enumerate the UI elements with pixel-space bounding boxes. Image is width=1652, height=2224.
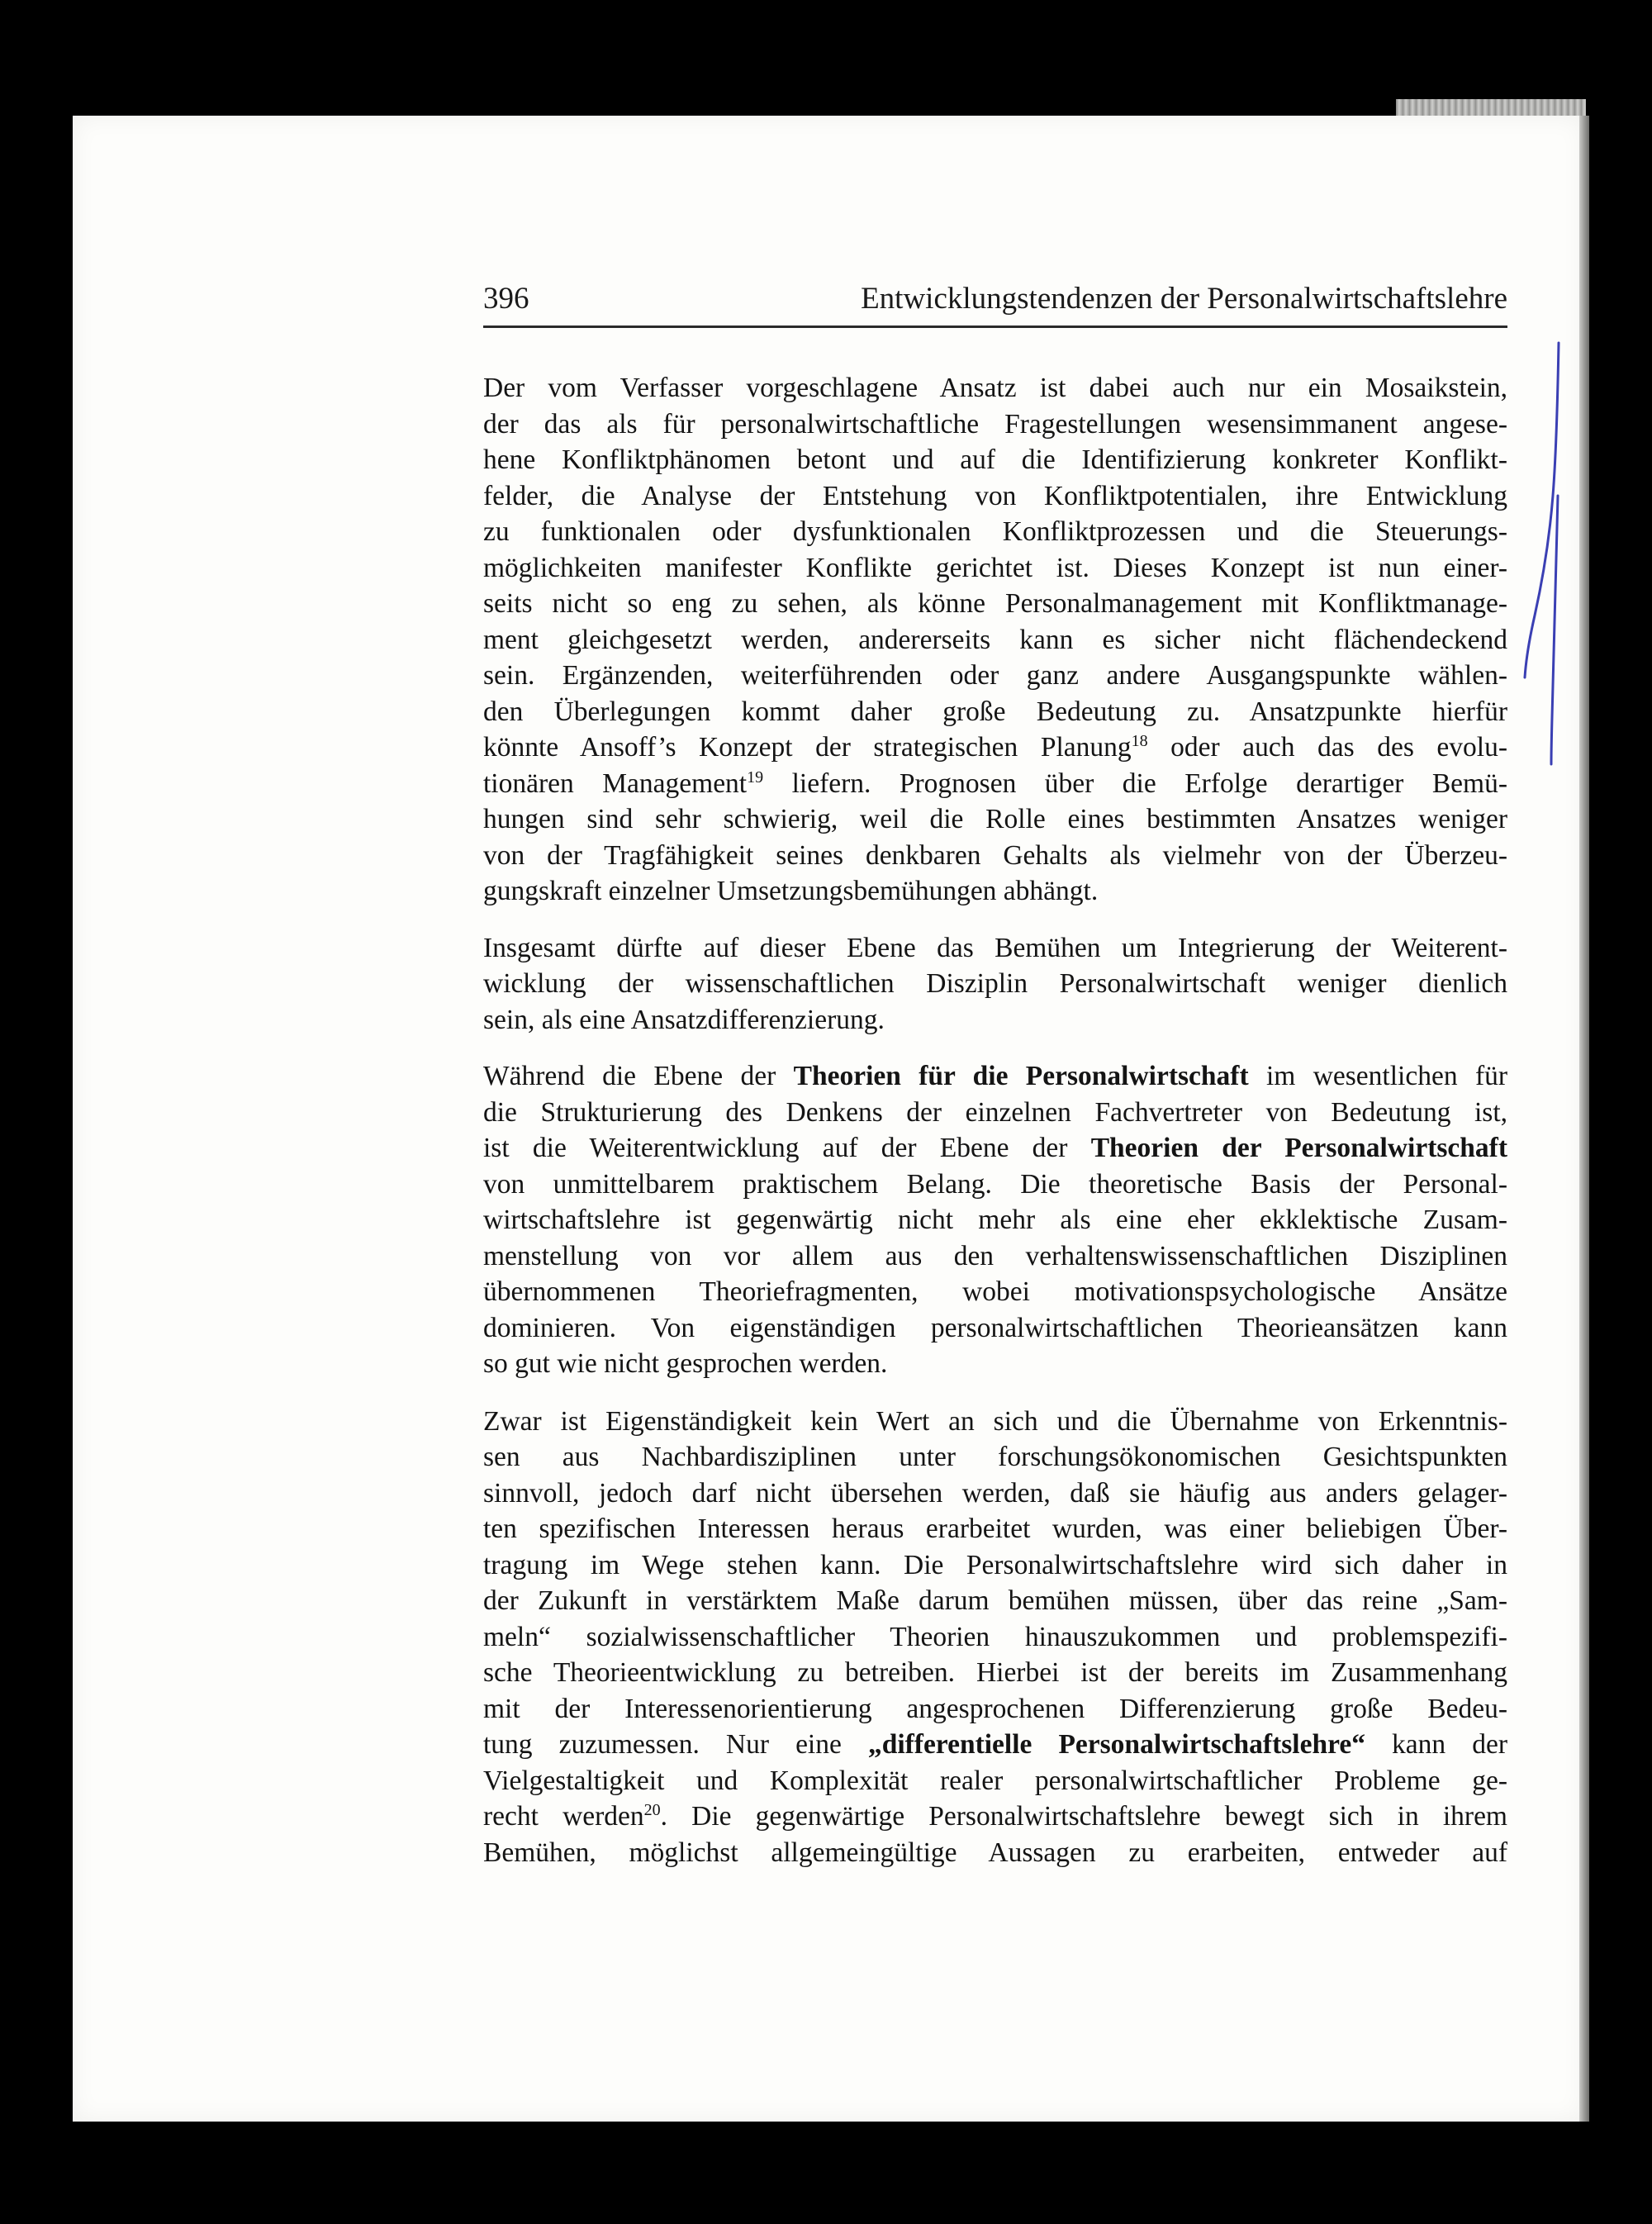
text-line: Während die Ebene der Theorien für die Personalwirtschaft im wesentlichen für — [483, 1061, 1508, 1091]
bold-term: Theorien für die Personalwirtschaft — [793, 1061, 1249, 1091]
text-line: tragung im Wege stehen kann. Die Personalwirtschaftslehre wird sich daher in — [483, 1549, 1507, 1580]
text-line: möglichkeiten manifester Konflikte gerichtet ist. Dieses Konzept ist nun einer- — [483, 552, 1507, 583]
bold-term: Theorien der Personalwirtschaft — [1090, 1133, 1507, 1163]
text-line: meln“ sozialwissenschaftlicher Theorien hinauszukommen und problemspezifi- — [483, 1621, 1507, 1652]
text-line: sein. Ergänzenden, weiterführenden oder ganz andere Ausgangspunkte wählen- — [483, 660, 1507, 691]
text-line: wirtschaftslehre ist gegenwärtig nicht mehr als eine eher ekklektische Zusam- — [483, 1205, 1507, 1235]
text-line: felder, die Analyse der Entstehung von Konfliktpotentialen, ihre Entwicklung — [483, 480, 1507, 511]
paragraph — [483, 1058, 1507, 1382]
text-line: sen aus Nachbardisziplinen unter forschungsökonomischen Gesichtspunkten — [483, 1442, 1507, 1472]
footnote-ref: 20 — [643, 1800, 661, 1819]
pen-margin-mark — [1520, 339, 1569, 768]
header-rule — [483, 326, 1507, 328]
text-line: die Strukturierung des Denkens der einzelnen Fachvertreter von Bedeutung ist, — [483, 1096, 1507, 1128]
text-line: dominieren. Von eigenständigen personalwirtschaftlichen Theorieansätzen kann — [483, 1312, 1507, 1343]
text-line: sche Theorieentwicklung zu betreiben. Hierbei ist der bereits im Zusammenhang — [483, 1657, 1507, 1688]
book-gutter-edge — [1579, 116, 1589, 2122]
text-line: hene Konfliktphänomen betont und auf die Identifizierung konkreter Konflikt- — [483, 444, 1507, 475]
text-line: der Zukunft in verstärktem Maße darum bemühen müssen, über das reine „Sam- — [483, 1585, 1507, 1616]
text-line: seits nicht so eng zu sehen, als könne Personalmanagement mit Konfliktmanage- — [483, 588, 1507, 619]
body-text — [483, 370, 1507, 1891]
text-line: ist die Weiterentwicklung auf der Ebene der Theorien der Personalwirtschaft — [483, 1133, 1507, 1163]
text-line: von der Tragfähigkeit seines denkbaren Gehalts als vielmehr von der Überzeu- — [483, 839, 1507, 871]
text-line: Bemühen, möglichst allgemeingültige Aussagen zu erarbeiten, entweder auf — [483, 1837, 1507, 1868]
text-line: gungskraft einzelner Umsetzungsbemühungen abhängt. — [483, 876, 1099, 906]
text-line: von unmittelbarem praktischem Belang. Die theoretische Basis der Personal- — [483, 1168, 1507, 1200]
text-line: den Überlegungen kommt daher große Bedeutung zu. Ansatzpunkte hierfür — [483, 696, 1507, 727]
text-line: hungen sind sehr schwierig, weil die Rolle eines bestimmten Ansatzes weniger — [483, 804, 1507, 834]
text-line: Insgesamt dürfte auf dieser Ebene das Bemühen um Integrierung der Weiterent- — [483, 932, 1507, 963]
text-line: mit der Interessenorientierung angesprochenen Differenzierung große Bedeu- — [483, 1693, 1507, 1724]
text-line: wicklung der wissenschaftlichen Disziplin Personalwirtschaft weniger dienlich — [483, 968, 1507, 999]
text-line: so gut wie nicht gesprochen werden. — [483, 1348, 888, 1379]
footnote-ref: 18 — [1131, 731, 1148, 750]
text-line: ten spezifischen Interessen heraus erarbeitet wurden, was einer beliebigen Über- — [483, 1514, 1507, 1544]
text-line: Der vom Verfasser vorgeschlagene Ansatz ist dabei auch nur ein Mosaikstein, — [483, 373, 1507, 403]
text-line: könnte Ansoff’s Konzept der strategischen Planung$^{18}$ oder auch das des evolu- — [483, 731, 1507, 763]
text-line: recht werden$^{20}$. Die gegenwärtige Personalwirtschaftslehre bewegt sich in ihrem — [483, 1800, 1507, 1832]
text-line: sinnvoll, jedoch darf nicht übersehen werden, daß sie häufig aus anders gelager- — [483, 1477, 1507, 1509]
running-title: Entwicklungstendenzen der Personalwirtschaftslehre — [861, 282, 1507, 316]
text-line: ment gleichgesetzt werden, andererseits kann es sicher nicht flächendeckend — [483, 624, 1507, 655]
text-line: übernommenen Theoriefragmenten, wobei motivationspsychologische Ansätze — [483, 1276, 1507, 1307]
page-number: 396 — [483, 282, 529, 316]
text-line: menstellung von vor allem aus den verhaltenswissenschaftlichen Disziplinen — [483, 1240, 1507, 1271]
text-line: sein, als eine Ansatzdifferenzierung. — [483, 1004, 885, 1035]
paragraph — [483, 370, 1507, 910]
paragraph — [483, 930, 1507, 1038]
bold-term: „differentielle Personalwirtschaftslehre“ — [867, 1729, 1365, 1760]
text-line: Zwar ist Eigenständigkeit kein Wert an sich und die Übernahme von Erkenntnis- — [483, 1405, 1507, 1437]
text-line: tionären Management$^{19}$ liefern. Prognosen über die Erfolge derartiger Bemü- — [483, 767, 1508, 799]
running-header — [483, 274, 1507, 322]
text-line: der das als für personalwirtschaftliche Fragestellungen wesensimmanent angese- — [483, 408, 1507, 440]
text-line: tung zuzumessen. Nur eine „differentielle Personalwirtschaftslehre“ kann der — [483, 1729, 1507, 1760]
text-line: Vielgestaltigkeit und Komplexität realer personalwirtschaftlicher Probleme ge- — [483, 1765, 1507, 1796]
text-line: zu funktionalen oder dysfunktionalen Konfliktprozessen und die Steuerungs- — [483, 516, 1507, 547]
paragraph — [483, 1404, 1507, 1871]
footnote-ref: 19 — [747, 767, 764, 786]
